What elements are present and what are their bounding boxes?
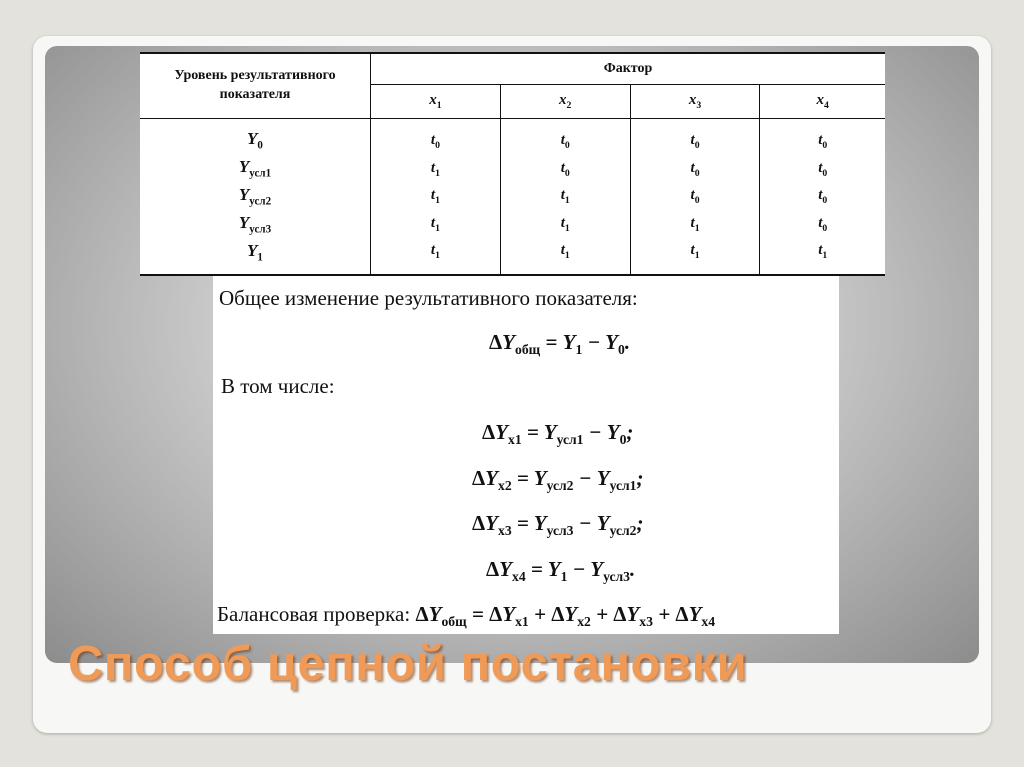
table-cell: $t_1$: [690, 242, 700, 261]
level-label: $Y_{усл1}$: [238, 157, 272, 180]
table-cell: $t_1$: [430, 214, 440, 234]
balance-line: Балансовая проверка: $\Delta Y_{общ} = \Delta Y_{x1} + \Delta Y_{x2} + \Delta Y_{x3} + \Delta Y_{x4}$: [217, 602, 716, 630]
formula-dx3: $\Delta Y_{x3} = Y_{усл3} - Y_{усл2}$;: [472, 511, 644, 539]
table-cell: $t_0$: [818, 159, 828, 179]
values-column-x4: [760, 119, 885, 275]
values-column-x3: [630, 119, 760, 275]
table-cell: $t_1$: [560, 187, 570, 206]
header-level: Уровень результативного показателя: [140, 54, 371, 119]
formula-dx2: $\Delta Y_{x2} = Y_{усл2} - Y_{усл1}$;: [472, 466, 644, 494]
values-column-x1: [371, 119, 501, 275]
general-change-text: Общее изменение результативного показателя:: [219, 286, 638, 310]
header-factor: Фактор: [371, 54, 886, 85]
table-cell: $t_1$: [560, 242, 570, 261]
values-column-x2: [500, 119, 630, 275]
factor-header-x4: $x_4$: [760, 85, 885, 119]
level-label: $Y_{усл3}$: [238, 213, 272, 236]
factor-header-x2: $x_2$: [500, 85, 630, 119]
table-cell: $t_1$: [430, 187, 440, 206]
level-label: $Y_{усл2}$: [238, 185, 272, 208]
table-cell: $t_0$: [818, 187, 828, 206]
slide-title: Способ цепной постановки: [68, 637, 748, 691]
level-label: $Y_0$: [247, 129, 263, 152]
table-cell: $t_0$: [560, 132, 570, 151]
table-cell: $t_0$: [690, 159, 700, 179]
table-cell: $t_1$: [690, 214, 700, 234]
factor-table: [140, 52, 885, 276]
formula-dx1: $\Delta Y_{x1} = Y_{усл1} - Y_0$;: [482, 420, 634, 448]
balance-label: Балансовая проверка:: [217, 602, 411, 626]
formulas-block: [213, 276, 839, 634]
table-cell: $t_0$: [818, 214, 828, 234]
table-cell: $t_0$: [818, 132, 828, 151]
formula-dx4: $\Delta Y_{x4} = Y_1 - Y_{усл3}$.: [486, 557, 636, 585]
formula-total: $\Delta Y_{общ} = Y_1 - Y_0$.: [489, 330, 631, 358]
table-cell: $t_0$: [690, 187, 700, 206]
levels-column: [140, 119, 371, 275]
factor-header-x1: $x_1$: [371, 85, 501, 119]
table-cell: $t_0$: [430, 132, 440, 151]
table-cell: $t_0$: [690, 132, 700, 151]
table-cell: $t_1$: [818, 242, 828, 261]
table-cell: $t_1$: [430, 159, 440, 179]
table-cell: $t_1$: [430, 242, 440, 261]
factor-header-x3: $x_3$: [630, 85, 760, 119]
table-cell: $t_0$: [560, 159, 570, 179]
table-cell: $t_1$: [560, 214, 570, 234]
including-text: В том числе:: [221, 374, 335, 398]
level-label: $Y_1$: [247, 241, 263, 264]
